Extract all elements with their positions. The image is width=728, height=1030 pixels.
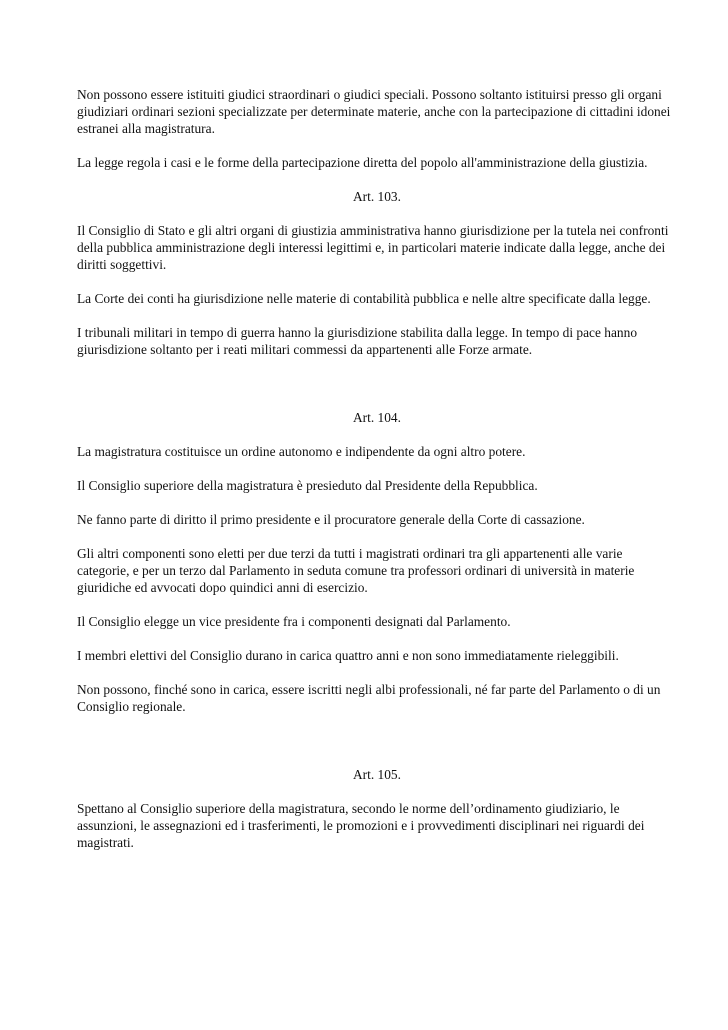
paragraph-art103-tribunali-militari: I tribunali militari in tempo di guerra hanno la giurisdizione stabilita dalla legge. In tempo di pace hanno giurisdizione soltanto per i reati militari commessi da appartenenti alle Forze armate. xyxy=(77,325,638,357)
article-heading-104: Art. 104. xyxy=(353,410,401,425)
paragraph-art103-consiglio-di-stato: Il Consiglio di Stato e gli altri organi di giustizia amministrativa hanno giurisdizione per la tutela nei confronti della pubblica amministrazione degli interessi legittimi e, in particolari materie indicate dalla legge, anche dei diritti soggettivi. xyxy=(77,223,669,272)
paragraph-art104-presidency: Il Consiglio superiore della magistratura è presieduto dal Presidente della Repubblica. xyxy=(77,478,538,493)
article-heading-103: Art. 103. xyxy=(353,189,401,204)
article-heading-105: Art. 105. xyxy=(353,767,401,782)
section-spacer xyxy=(77,375,677,409)
paragraph-art104-autonomy: La magistratura costituisce un ordine autonomo e indipendente da ogni altro potere. xyxy=(77,444,526,459)
paragraph-art104-term: I membri elettivi del Consiglio durano in carica quattro anni e non sono immediatamente rieleggibili. xyxy=(77,648,619,663)
paragraph-art104-elected-members: Gli altri componenti sono eletti per due terzi da tutti i magistrati ordinari tra gli appartenenti alle varie categorie, e per un terzo dal Parlamento in seduta comune tra professori ordinari di università in materie giuridiche ed avvocati dopo quindici anni di esercizio. xyxy=(77,546,635,595)
section-spacer xyxy=(77,732,677,766)
document-page xyxy=(77,86,677,868)
paragraph-art104-ex-officio-members: Ne fanno parte di diritto il primo presidente e il procuratore generale della Corte di cassazione. xyxy=(77,512,585,527)
paragraph-art105-csm-powers: Spettano al Consiglio superiore della magistratura, secondo le norme dell’ordinamento giudiziario, le assunzioni, le assegnazioni ed i trasferimenti, le promozioni e i provvedimenti disciplinari nei riguardi dei magistrati. xyxy=(77,801,645,850)
paragraph-art104-incompatibility: Non possono, finché sono in carica, essere iscritti negli albi professionali, né far parte del Parlamento o di un Consiglio regionale. xyxy=(77,682,661,714)
paragraph-art104-vice-president: Il Consiglio elegge un vice presidente fra i componenti designati dal Parlamento. xyxy=(77,614,511,629)
paragraph-art102-popular-participation: La legge regola i casi e le forme della partecipazione diretta del popolo all'amministrazione della giustizia. xyxy=(77,155,648,170)
paragraph-art102-special-judges: Non possono essere istituiti giudici straordinari o giudici speciali. Possono soltanto istituirsi presso gli organi giudiziari ordinari sezioni specializzate per determinate materie, anche con la partecipazione di cittadini idonei estranei alla magistratura. xyxy=(77,87,671,136)
paragraph-art103-corte-dei-conti: La Corte dei conti ha giurisdizione nelle materie di contabilità pubblica e nelle altre specificate dalla legge. xyxy=(77,291,651,306)
